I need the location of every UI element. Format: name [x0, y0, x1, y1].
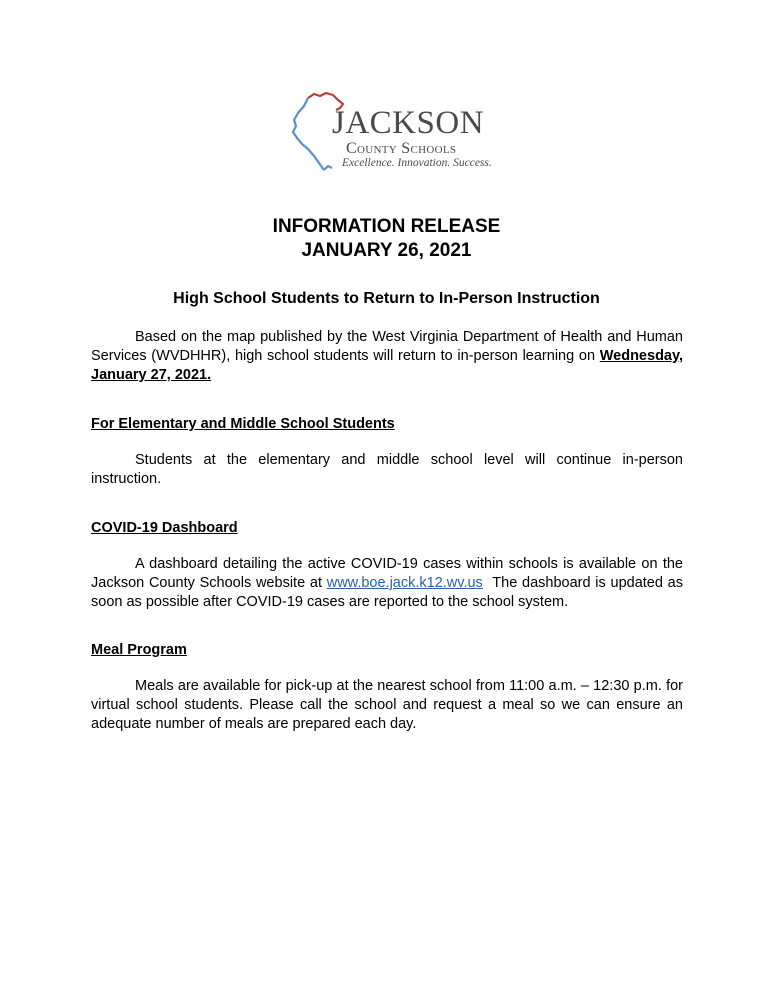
- intro-return-date: Wednesday, January 27, 2021.: [91, 348, 684, 383]
- release-title-line1: INFORMATION RELEASE: [272, 216, 501, 237]
- intro-text: Based on the map published by the West Virginia Department of Health and Human Services (WVDHHR), high school students will return to in-person learning on: [91, 329, 683, 364]
- elementary-text: Students at the elementary and middle school level will continue in-person instruction.: [91, 452, 683, 487]
- dashboard-section-heading: COVID-19 Dashboard: [91, 520, 238, 536]
- logo-name: JACKSON: [332, 105, 485, 141]
- jackson-county-schools-logo: [288, 86, 492, 186]
- school-website-link[interactable]: www.boe.jack.k12.wv.us: [326, 575, 483, 591]
- dashboard-text-before: A dashboard detailing the active COVID-19 cases within schools is available on the Jackson County Schools website at: [91, 556, 683, 591]
- meal-text: Meals are available for pick-up at the nearest school from 11:00 a.m. – 12:30 p.m. for virtual school students. Please call the school and request a meal so we can ensure an adequate number of meals are prepared each day.: [91, 678, 683, 732]
- logo-subtitle: County Schools: [346, 140, 457, 157]
- dashboard-text-after: The dashboard is updated as soon as possible after COVID-19 cases are reported to the school system.: [91, 575, 683, 610]
- meal-section-heading: Meal Program: [91, 642, 187, 658]
- logo-tagline: Excellence. Innovation. Success.: [342, 157, 492, 169]
- elementary-paragraph: [91, 451, 683, 489]
- release-title: [0, 215, 773, 263]
- intro-paragraph: [91, 328, 683, 385]
- release-headline: High School Students to Return to In-Person Instruction: [173, 290, 600, 307]
- meal-paragraph: [91, 677, 683, 734]
- dashboard-paragraph: [91, 555, 683, 612]
- release-date: JANUARY 26, 2021: [301, 240, 472, 261]
- elementary-section-heading: For Elementary and Middle School Students: [91, 416, 395, 432]
